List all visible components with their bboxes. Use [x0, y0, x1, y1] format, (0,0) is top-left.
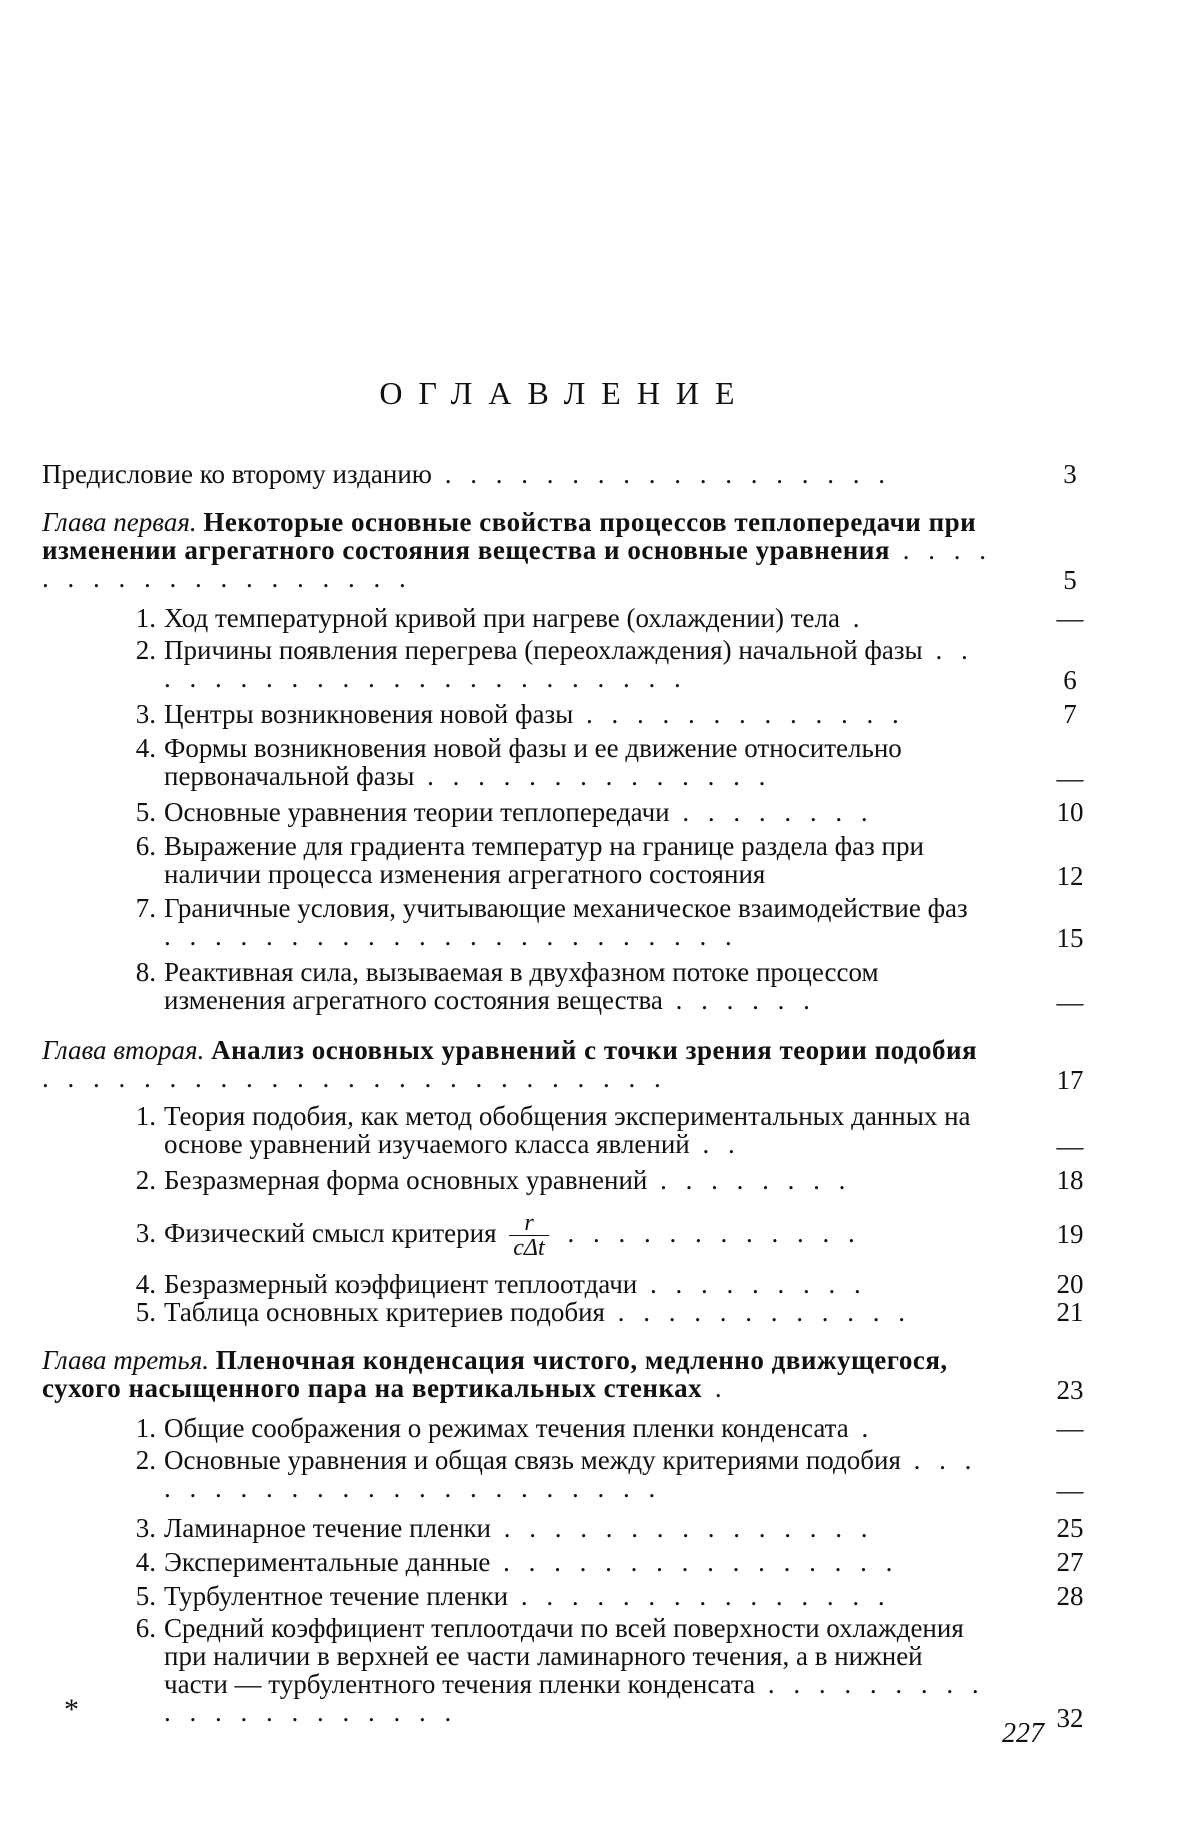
- toc-entry-preface[interactable]: Предисловие ко второму изданию . . . . . . . . . . . . . . . . . .: [42, 459, 891, 489]
- toc-item[interactable]: 2. Причины появления перегрева (переохлаждения) начальной фазы . . . . . . . . . . . . . . . . . . . . . . .: [120, 636, 992, 692]
- page-number: 7: [1063, 699, 1077, 729]
- page-number: —: [1056, 1475, 1084, 1505]
- toc-item[interactable]: 8. Реактивная сила, вызываемая в двухфазном потоке процессом изменения агрегатного состояния вещества . . . . . .: [120, 958, 992, 1014]
- page-number: 32: [1056, 1703, 1084, 1733]
- item-number: 2.: [135, 635, 156, 665]
- toc-item[interactable]: 4. Формы возникновения новой фазы и ее движение относительно первоначальной фазы . . . . . . . . . . . . . .: [120, 734, 992, 790]
- page-number: 23: [1056, 1375, 1084, 1405]
- item-number: 1.: [135, 1413, 156, 1443]
- page-number: —: [1056, 987, 1084, 1017]
- toc-item[interactable]: 4. Безразмерный коэффициент теплоотдачи . . . . . . . . .: [120, 1270, 992, 1298]
- chapter-label: Глава вторая.: [42, 1035, 205, 1065]
- page-number: 15: [1056, 923, 1084, 953]
- item-text: Ход температурной кривой при нагреве (охлаждении) тела: [164, 603, 840, 633]
- item-text: Физический смысл критерия: [164, 1218, 497, 1248]
- item-text: Основные уравнения и общая связь между критериями подобия: [164, 1445, 901, 1475]
- criterion-fraction: $\frac{r}{\text{cΔt}}$: [509, 1211, 548, 1260]
- toc-item[interactable]: 5. Турбулентное течение пленки . . . . . . . . . . . . . . .: [120, 1582, 992, 1610]
- toc-item[interactable]: 1. Ход температурной кривой при нагреве (охлаждении) тела .: [120, 604, 992, 632]
- folio-page-number: 227: [1002, 1718, 1044, 1749]
- item-text: Основные уравнения теории теплопередачи: [164, 797, 670, 827]
- chapter-label: Глава первая.: [42, 507, 197, 537]
- item-number: 4.: [135, 1269, 156, 1299]
- item-text: Безразмерный коэффициент теплоотдачи: [164, 1269, 638, 1299]
- item-text: Центры возникновения новой фазы: [164, 699, 574, 729]
- toc-item[interactable]: 6. Средний коэффициент теплоотдачи по всей поверхности охлаждения при наличии в верхней ее части ламинарного течения, а в нижней части — турбулентного течения пленки конденсата . . . . . . . . . . . . . . . . . . . . .: [120, 1614, 992, 1726]
- page-number: 17: [1056, 1065, 1084, 1095]
- toc-item[interactable]: 2. Основные уравнения и общая связь между критериями подобия . . . . . . . . . . . . . . . . . . . . . . .: [120, 1446, 992, 1502]
- page-number: —: [1056, 763, 1084, 793]
- toc-item[interactable]: 7. Граничные условия, учитывающие механическое взаимодействие фаз . . . . . . . . . . . . . . . . . . . . . . .: [120, 894, 992, 950]
- page-number: 28: [1056, 1581, 1084, 1611]
- item-text: Таблица основных критериев подобия: [164, 1297, 605, 1327]
- chapter-1-heading[interactable]: Глава первая. Некоторые основные свойства процессов теплопередачи при изменении агрегатного состояния вещества и основные уравнения . . . . . . . . . . . . . . . . . . .: [42, 507, 993, 593]
- item-number: 4.: [135, 1547, 156, 1577]
- item-text: Граничные условия, учитывающие механическое взаимодействие фаз: [164, 893, 968, 923]
- chapter-3-heading[interactable]: Глава третья. Пленочная конденсация чистого, медленно движущегося, сухого насыщенного пара на вертикальных стенках .: [42, 1345, 948, 1403]
- page-number: 3: [1063, 459, 1077, 489]
- page-number: 12: [1056, 861, 1084, 891]
- item-text: Общие соображения о режимах течения пленки конденсата: [164, 1413, 849, 1443]
- item-number: 2.: [135, 1165, 156, 1195]
- page-number: 20: [1056, 1269, 1084, 1299]
- page-number: —: [1056, 603, 1084, 633]
- chapter-2-heading[interactable]: Глава вторая. Анализ основных уравнений с точки зрения теории подобия . . . . . . . . . . . . . . . . . . . . . . . . .: [42, 1035, 978, 1093]
- item-text: Безразмерная форма основных уравнений: [164, 1165, 648, 1195]
- item-number: 4.: [135, 733, 156, 763]
- item-text: Реактивная сила, вызываемая в двухфазном потоке процессом изменения агрегатного состояния вещества: [164, 957, 879, 1015]
- toc-item[interactable]: 4. Экспериментальные данные . . . . . . . . . . . . . . . .: [120, 1548, 992, 1576]
- chapter-title: Анализ основных уравнений с точки зрения теории подобия: [211, 1035, 978, 1065]
- item-number: 6.: [135, 831, 156, 861]
- item-text: Ламинарное течение пленки: [164, 1513, 492, 1543]
- item-number: 5.: [135, 797, 156, 827]
- page-number: 6: [1063, 665, 1077, 695]
- item-number: 2.: [135, 1445, 156, 1475]
- toc-item[interactable]: [120, 832, 992, 888]
- item-number: 7.: [135, 893, 156, 923]
- toc-heading: ОГЛАВЛЕНИЕ: [379, 375, 751, 411]
- toc-item[interactable]: 3. Центры возникновения новой фазы . . . . . . . . . . . . .: [120, 700, 992, 728]
- chapter-label: Глава третья.: [42, 1345, 210, 1375]
- footer-asterisk: *: [64, 1693, 79, 1726]
- chapter-title: Некоторые основные свойства процессов теплопередачи при изменении агрегатного состояния вещества и основные уравнения: [42, 507, 977, 565]
- entry-text: Предисловие ко второму изданию: [42, 459, 432, 489]
- toc-item[interactable]: 1. Общие соображения о режимах течения пленки конденсата .: [120, 1414, 992, 1442]
- page-number: —: [1056, 1413, 1084, 1443]
- item-text: Причины появления перегрева (переохлаждения) начальной фазы: [164, 635, 923, 665]
- item-number: 5.: [135, 1581, 156, 1611]
- page-number: 10: [1056, 797, 1084, 827]
- page-number: 27: [1056, 1547, 1084, 1577]
- page-number: 25: [1056, 1513, 1084, 1543]
- item-text: Турбулентное течение пленки: [164, 1581, 509, 1611]
- item-text: Экспериментальные данные: [164, 1547, 491, 1577]
- item-text: Средний коэффициент теплоотдачи по всей поверхности охлаждения при наличии в верхней ее части ламинарного течения, а в нижней части — турбулентного течения пленки конденсата: [164, 1613, 964, 1699]
- toc-item[interactable]: 3. Ламинарное течение пленки . . . . . . . . . . . . . . .: [120, 1514, 992, 1542]
- page-number: 5: [1063, 565, 1077, 595]
- item-text: Теория подобия, как метод обобщения экспериментальных данных на основе уравнений изучаемого класса явлений: [164, 1101, 971, 1159]
- toc-item[interactable]: 3. Физический смысл критерия $\frac{r}{\text{cΔt}}$ . . . . . . . . . . . .: [120, 1208, 992, 1260]
- page-number: 19: [1056, 1219, 1084, 1249]
- toc-item[interactable]: 5. Основные уравнения теории теплопередачи . . . . . . . .: [120, 798, 992, 826]
- page-number: —: [1056, 1131, 1084, 1161]
- item-number: 1.: [135, 603, 156, 633]
- item-number: 3.: [135, 699, 156, 729]
- item-text: Выражение для градиента температур на границе раздела фаз при наличии процесса изменения агрегатного состояния: [164, 831, 924, 889]
- item-number: 3.: [135, 1513, 156, 1543]
- item-number: 6.: [135, 1613, 156, 1643]
- page-number: 21: [1056, 1297, 1084, 1327]
- toc-item[interactable]: 1. Теория подобия, как метод обобщения экспериментальных данных на основе уравнений изучаемого класса явлений . .: [120, 1102, 992, 1158]
- item-text: Формы возникновения новой фазы и ее движение относительно первоначальной фазы: [164, 733, 902, 791]
- toc-item[interactable]: 5. Таблица основных критериев подобия . . . . . . . . . . . .: [120, 1298, 992, 1326]
- toc-item[interactable]: 2. Безразмерная форма основных уравнений . . . . . . . .: [120, 1166, 992, 1194]
- item-number: 3.: [135, 1218, 156, 1248]
- item-number: 8.: [135, 957, 156, 987]
- chapter-title: Пленочная конденсация чистого, медленно движущегося, сухого насыщенного пара на вертикальных стенках: [42, 1345, 948, 1403]
- item-number: 5.: [135, 1297, 156, 1327]
- item-number: 1.: [135, 1101, 156, 1131]
- page-number: 18: [1056, 1165, 1084, 1195]
